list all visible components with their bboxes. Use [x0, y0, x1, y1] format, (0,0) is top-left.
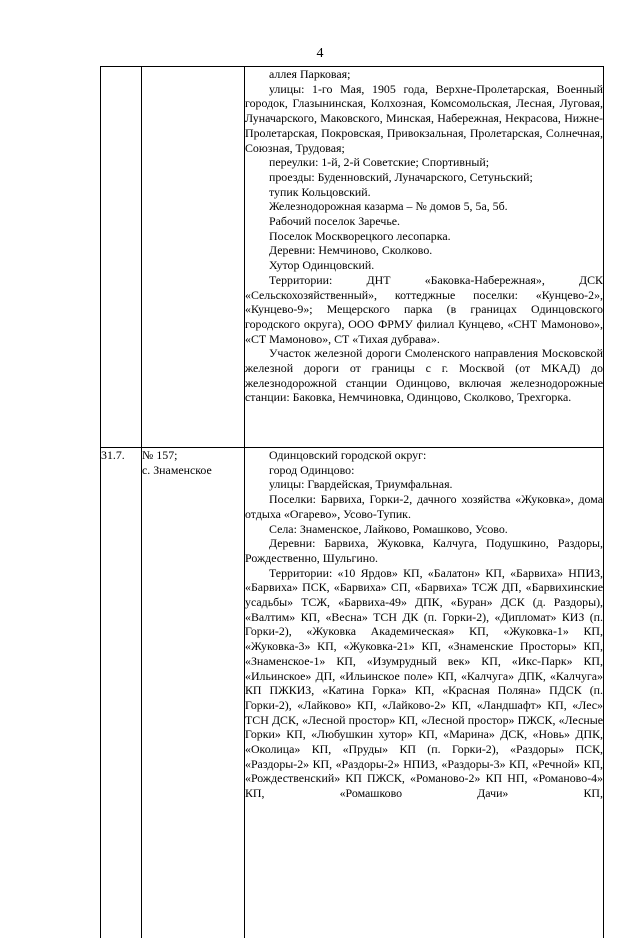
territory-table: [100, 66, 604, 938]
paragraph: улицы: Гвардейская, Триумфальная.: [245, 477, 603, 492]
paragraph: Деревни: Немчиново, Сколково.: [245, 243, 603, 258]
paragraph: проезды: Буденновский, Луначарского, Сетуньский;: [245, 170, 603, 185]
paragraph: Территории: «10 Ярдов» КП, «Балатон» КП, «Барвиха» НПИЗ, «Барвиха» ПСК, «Барвиха» СП, «Барвиха» ТСЖ ДП, «Барвихинские усадьбы» ТСЖ, «Барвиха-49» ДПК, «Буран» ДСК (д. Раздоры), «Валтим» КП, «Весна» ТСН ДК (п. Горки-2), «Дипломат» КИЗ (п. Горки-2), «Жуковка Академическая» КП, «Жуковка-1» КП, «Жуковка-3» КП, «Жуковка-21» КП, «Знаменские Просторы» КП, «Знаменское-1» КП, «Изумрудный век» КП, «Икс-Парк» КП, «Ильинское» ДП, «Ильинское поле» КП, «Калчуга» ДПК, «Калчуга» КП ПЖКИЗ, «Катина Горка» КП, «Красная Поляна» ПДСК (п. Горки-2), «Лайково» КП, «Лайково-2» КП, «Ландшафт» КП, «Лес» ТСН ДСК, «Лесной простор» КП, «Лесной простор» ПЖСК, «Лесные Горки» КП, «Любушкин хутор» КП, «Марина» ДСК, «Новь» ДПК, «Околица» КП, «Пруды» КП (п. Горки-2), «Раздоры» ПСК, «Раздоры-2» КП, «Раздоры-2» НПИЗ, «Раздоры-3» КП, «Речной» КП, «Рождественский» КП ПЖСК, «Романово-2» КП НП, «Романово-4» КП, «Ромашково Дачи» КП,: [245, 566, 603, 801]
territory-description-cell: [245, 448, 604, 938]
territory-description-cell: [245, 67, 604, 448]
paragraph: город Одинцово:: [245, 463, 603, 478]
row-number-cell: 31.7.: [101, 448, 142, 938]
paragraph: переулки: 1-й, 2-й Советские; Спортивный;: [245, 155, 603, 170]
page-number: 4: [0, 46, 640, 62]
district-number: № 157;: [142, 448, 244, 463]
district-cell: [142, 448, 245, 938]
paragraph: Села: Знаменское, Лайково, Ромашково, Усово.: [245, 522, 603, 537]
district-cell: [142, 67, 245, 448]
table-row: [101, 448, 604, 938]
paragraph: тупик Кольцовский.: [245, 185, 603, 200]
paragraph: Поселок Москворецкого лесопарка.: [245, 229, 603, 244]
paragraph: Поселки: Барвиха, Горки-2, дачного хозяйства «Жуковка», дома отдыха «Огарево», Усово-Тупик.: [245, 492, 603, 521]
table-row: [101, 67, 604, 448]
district-name: с. Знаменское: [142, 463, 244, 478]
row-number-cell: [101, 67, 142, 448]
paragraph: Деревни: Барвиха, Жуковка, Калчуга, Подушкино, Раздоры, Рождественно, Шульгино.: [245, 536, 603, 565]
paragraph: Участок железной дороги Смоленского направления Московской железной дороги от границы с г. Москвой (от МКАД) до железнодорожной станции Одинцово, включая железнодорожные станции: Баковка, Немчиновка, Одинцово, Сколково, Трехгорка.: [245, 346, 603, 405]
paragraph: Рабочий поселок Заречье.: [245, 214, 603, 229]
paragraph: Хутор Одинцовский.: [245, 258, 603, 273]
paragraph: аллея Парковая;: [245, 67, 603, 82]
paragraph: улицы: 1-го Мая, 1905 года, Верхне-Пролетарская, Военный городок, Глазынинская, Колхозная, Комсомольская, Лесная, Луговая, Луначарского, Маковского, Минская, Набережная, Некрасова, Нижне-Пролетарская, Покровская, Привокзальная, Пролетарская, Солнечная, Союзная, Трудовая;: [245, 82, 603, 156]
paragraph: Одинцовский городской округ:: [245, 448, 603, 463]
paragraph: Территории: ДНТ «Баковка-Набережная», ДСК «Сельскохозяйственный», коттеджные поселки: «Кунцево-2», «Кунцево-9»; Мещерского парка (в границах Одинцовского городского округа), ООО ФРМУ филиал Кунцево, «СНТ Мамоново», «СТ Мамоново», СТ «Тихая дубрава».: [245, 273, 603, 347]
paragraph: Железнодорожная казарма – № домов 5, 5а, 5б.: [245, 199, 603, 214]
